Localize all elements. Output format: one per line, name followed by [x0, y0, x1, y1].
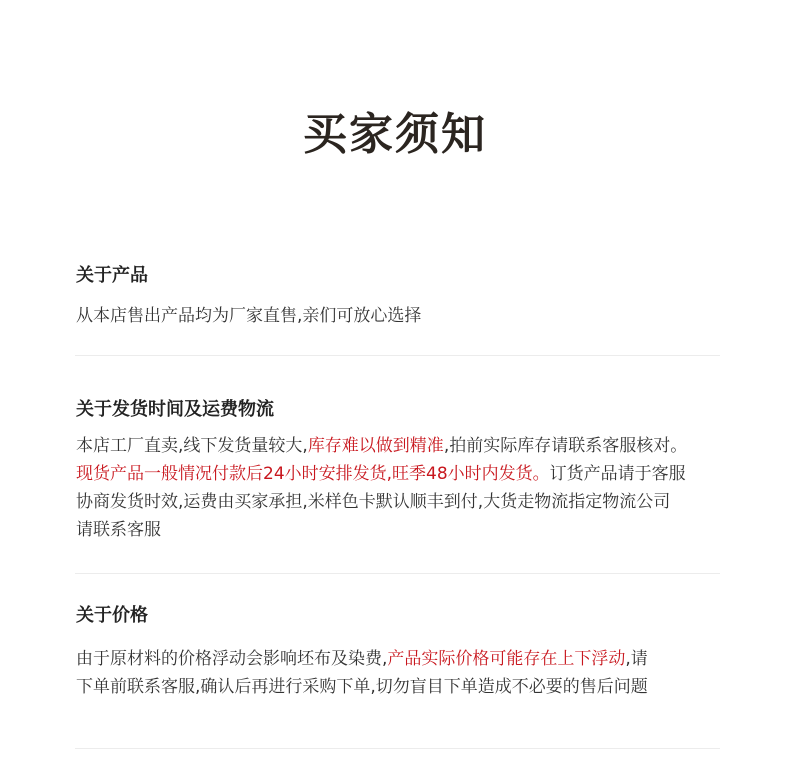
body-text: 从本店售出产品均为厂家直售,亲们可放心选择 — [76, 306, 422, 326]
body-text: 由于原材料的价格浮动会影响坯布及染费, — [76, 649, 388, 669]
body-text: 下单前联系客服,确认后再进行采购下单,切勿盲目下单造成不必要的售后问题 — [76, 677, 648, 697]
text-line — [76, 673, 648, 701]
section-body-price — [76, 645, 648, 701]
body-text: 请联系客服 — [76, 520, 161, 540]
section-body-shipping — [76, 432, 687, 544]
body-text: 本店工厂直卖,线下发货量较大, — [76, 436, 308, 456]
page-title: 买家须知 — [303, 109, 487, 160]
body-text: 协商发货时效,运费由买家承担,米样色卡默认顺丰到付,大货走物流指定物流公司 — [76, 492, 671, 512]
highlight-text: 现货产品一般情况付款后24小时安排发货,旺季48小时内发货。 — [76, 464, 550, 484]
section-heading-price: 关于价格 — [76, 605, 148, 626]
text-line — [76, 460, 687, 488]
section-body-product — [76, 302, 421, 330]
divider — [75, 748, 720, 749]
highlight-text: 库存难以做到精准 — [307, 436, 444, 456]
text-line — [76, 488, 687, 516]
text-line — [76, 432, 687, 460]
text-line — [76, 645, 648, 673]
body-text: 订货产品请于客服 — [549, 464, 686, 484]
body-text: ,请 — [625, 649, 648, 669]
section-heading-shipping: 关于发货时间及运费物流 — [76, 399, 274, 420]
highlight-text: 产品实际价格可能存在上下浮动 — [387, 649, 626, 669]
text-line — [76, 302, 421, 330]
body-text: ,拍前实际库存请联系客服核对。 — [443, 436, 688, 456]
divider — [75, 355, 720, 356]
section-heading-product: 关于产品 — [76, 265, 148, 286]
divider — [75, 573, 720, 574]
text-line — [76, 516, 687, 544]
